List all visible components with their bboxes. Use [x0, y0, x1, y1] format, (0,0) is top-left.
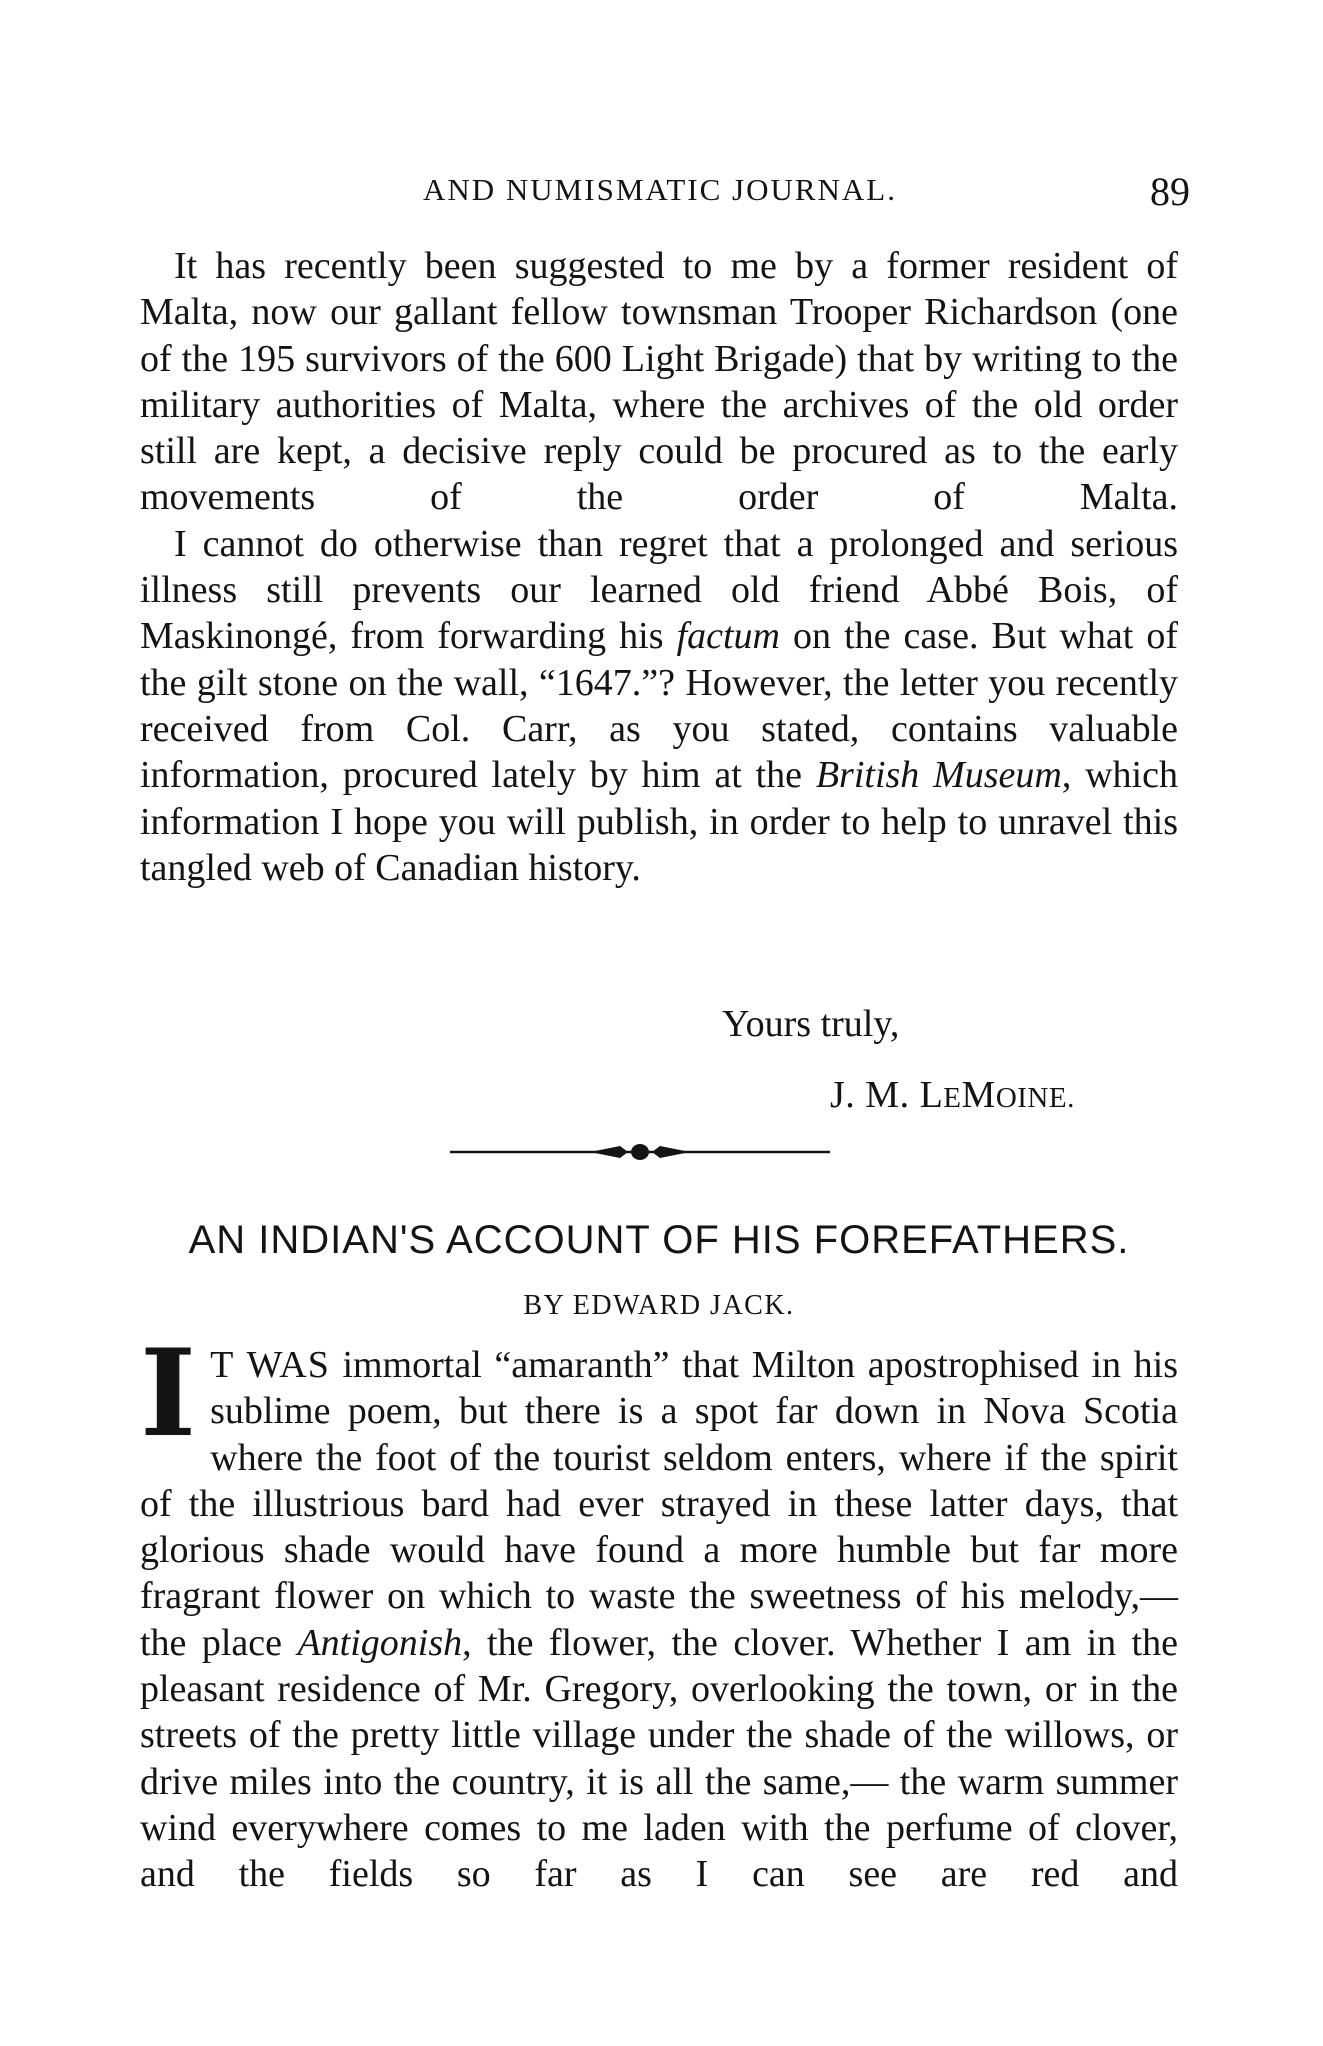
article-title: AN INDIAN'S ACCOUNT OF HIS FOREFATHERS.: [188, 1218, 1130, 1262]
letter-paragraph-2-text-c: , which information I hope you will publish, in order to help to unravel this tangled web of Canadian history.: [140, 754, 1178, 889]
letter-paragraph-1: It has recently been suggested to me by a former resident of Malta, now our gallant fellow townsman Trooper Richardson (one of the 195 survivors of the 600 Light Brigade) that by writing to the military authorities of Malta, where the archives of the old order still are kept, a decisive reply could be procured as to the early movements of the order of Malta.: [140, 245, 1178, 519]
article-paragraph-1-text-b: , the flower, the clover. Whether I am in the pleasant residence of Mr. Gregory, overlooking the town, or in the streets of the pretty little village under the shade of the willows, or drive miles into the country, it is all the same,— the warm summer wind everywhere comes to me laden with the perfume of clover, and the fields so far as I can see are red and: [140, 1621, 1178, 1896]
letter-paragraph-2-text-b: on the case. But what of the gilt stone on the wall, “1647.”? However, the letter you recently received from Col. Carr, as you stated, contains valuable information, procured lately by him at the: [140, 615, 1178, 797]
running-title: AND NUMISMATIC JOURNAL.: [423, 172, 897, 207]
antigonish-italic: Antigonish: [297, 1621, 463, 1664]
signature-m: M: [961, 1074, 996, 1116]
article-paragraph-1-text-a: immortal “amaranth” that Milton apostrophised in his sublime poem, but there is a spot far down in Nova Scotia where the foot of the tourist seldom enters, where if the spirit of the illustrious bard had ever strayed in these latter days, that glorious shade would have found a more humble but far more fragrant flower on which to waste the sweetness of his melody,—the place: [140, 1344, 1178, 1664]
signature-e: E: [943, 1082, 962, 1114]
letter-paragraph-2: [140, 521, 1178, 891]
signature-oine: OINE.: [995, 1082, 1075, 1114]
drop-cap-initial: I: [140, 1323, 197, 1464]
letter-closing: Yours truly,: [722, 1003, 900, 1045]
factum-italic: factum: [676, 615, 781, 658]
article-body: [140, 1323, 1178, 1898]
page-number: 89: [1150, 169, 1190, 214]
article-paragraph-1: [140, 1323, 1178, 1898]
article-byline: BY EDWARD JACK.: [523, 1290, 795, 1321]
signature-initials: J. M. L: [830, 1074, 944, 1116]
article-opening-words: T WAS: [210, 1344, 330, 1386]
letter-signature: [830, 1073, 1075, 1117]
letter-body: [140, 243, 1178, 891]
running-head: [140, 169, 1190, 222]
letter-paragraph-2-text-a: I cannot do otherwise than regret that a prolonged and serious illness still prevents our learned old friend Abbé Bois, of Maskinongé, from forwarding his: [140, 522, 1178, 658]
british-museum-italic: British Museum: [815, 754, 1062, 797]
ornamental-divider: [450, 1140, 830, 1164]
